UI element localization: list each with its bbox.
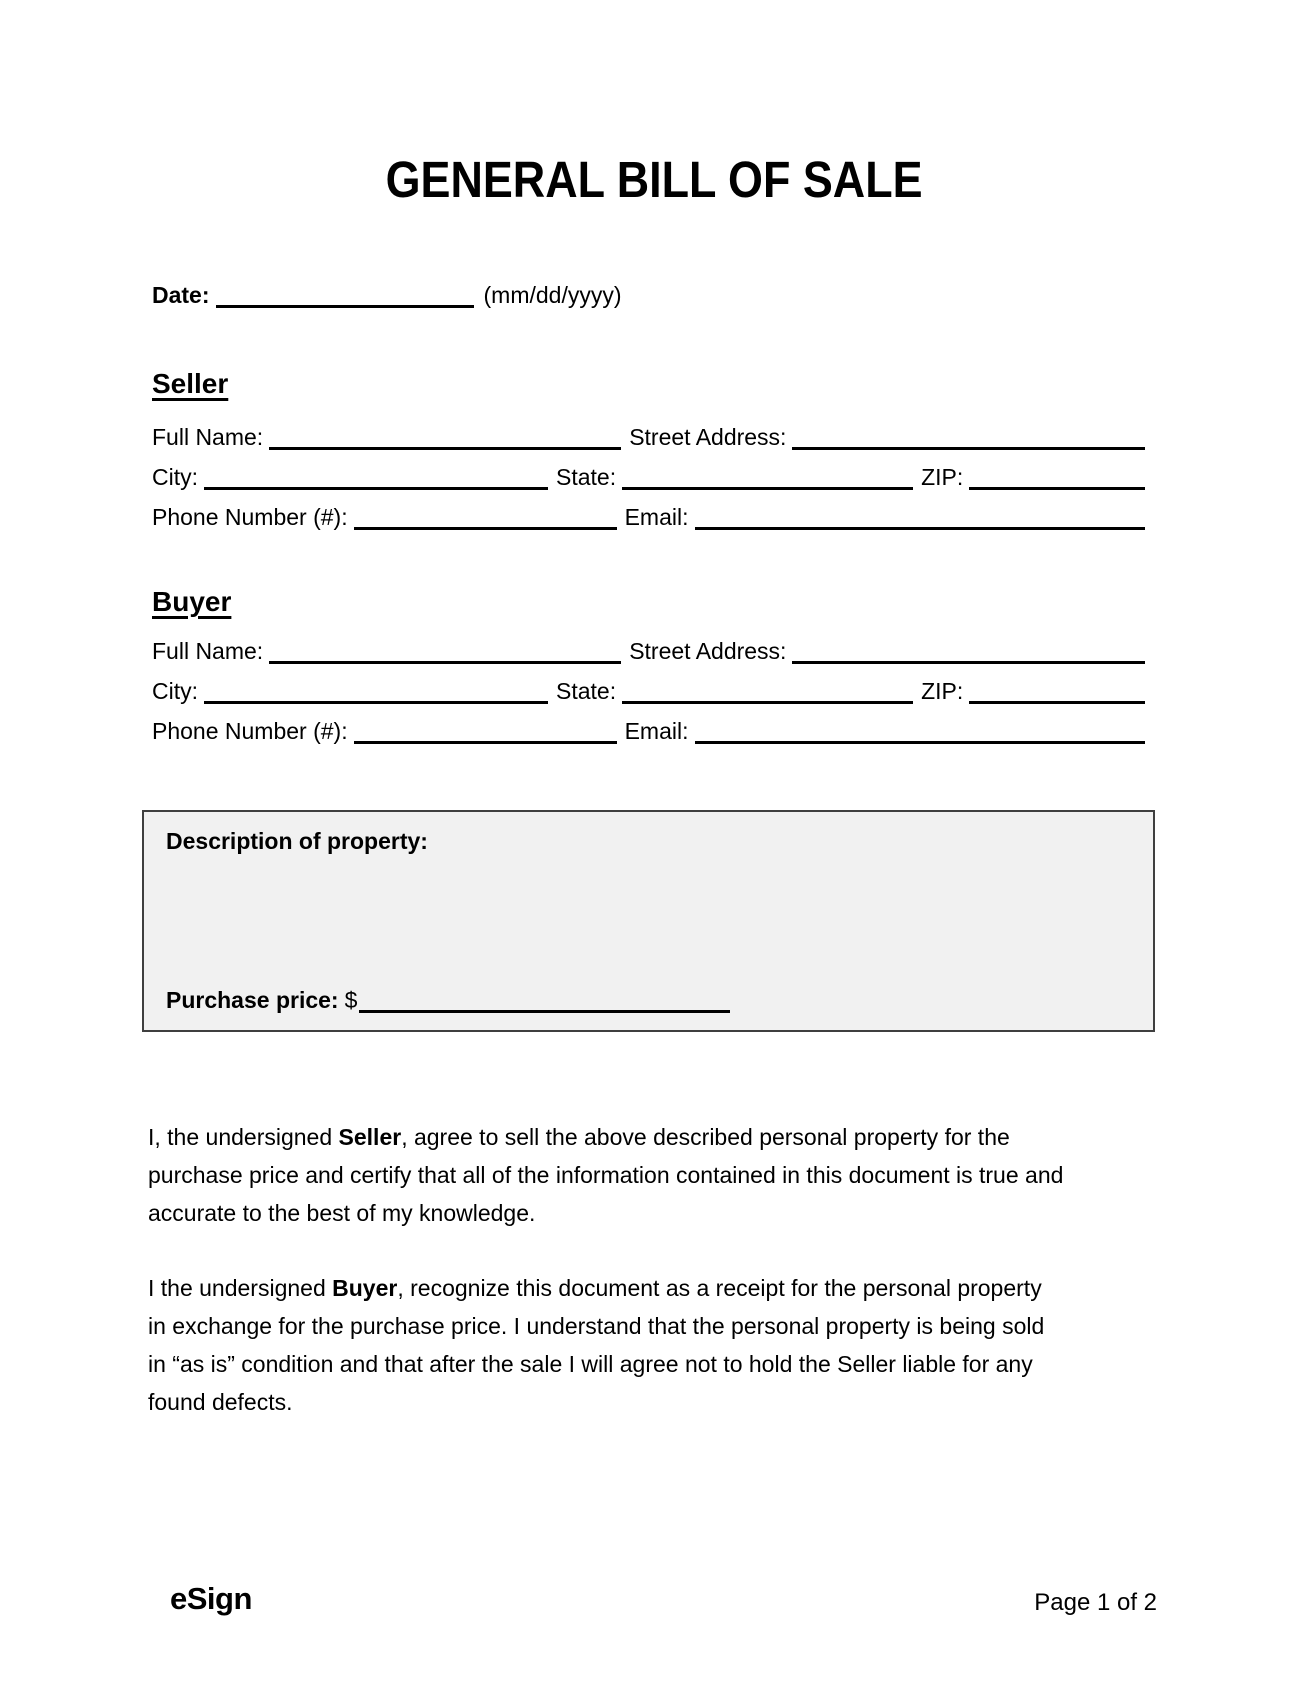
description-of-property-field[interactable] bbox=[146, 870, 1151, 972]
buyer-full-name-label: Full Name: bbox=[152, 638, 264, 664]
buyer-section-heading: Buyer bbox=[152, 586, 232, 617]
buyer-street-address-field[interactable] bbox=[792, 651, 1145, 664]
buyer-state-field[interactable] bbox=[622, 691, 913, 704]
date-format-hint: (mm/dd/yyyy) bbox=[483, 282, 622, 308]
buyer-state-label: State: bbox=[556, 678, 617, 704]
seller-email-label: Email: bbox=[624, 504, 689, 530]
seller-phone-field[interactable] bbox=[354, 517, 617, 530]
seller-paragraph-pre: I, the undersigned bbox=[148, 1124, 339, 1150]
seller-section-heading: Seller bbox=[152, 368, 229, 399]
buyer-agreement-paragraph bbox=[148, 1269, 1064, 1421]
purchase-price-field[interactable] bbox=[359, 1000, 730, 1013]
seller-phone-email-row bbox=[152, 504, 1145, 531]
buyer-phone-label: Phone Number (#): bbox=[152, 718, 348, 744]
date-field[interactable] bbox=[216, 295, 474, 308]
esign-logo: eSign bbox=[170, 1581, 252, 1616]
buyer-full-name-field[interactable] bbox=[269, 651, 621, 664]
date-label: Date: bbox=[152, 282, 210, 308]
seller-city-field[interactable] bbox=[204, 477, 548, 490]
buyer-paragraph-bold: Buyer bbox=[332, 1275, 398, 1301]
seller-email-field[interactable] bbox=[695, 517, 1146, 530]
buyer-email-label: Email: bbox=[624, 718, 689, 744]
purchase-price-label: Purchase price: bbox=[166, 987, 339, 1013]
buyer-city-label: City: bbox=[152, 678, 198, 704]
seller-city-label: City: bbox=[152, 464, 198, 490]
seller-paragraph-bold: Seller bbox=[338, 1124, 402, 1150]
buyer-zip-label: ZIP: bbox=[921, 678, 964, 704]
seller-phone-label: Phone Number (#): bbox=[152, 504, 348, 530]
buyer-paragraph-pre: I the undersigned bbox=[148, 1275, 333, 1301]
buyer-phone-email-row bbox=[152, 718, 1145, 745]
dollar-sign: $ bbox=[344, 987, 358, 1013]
buyer-city-field[interactable] bbox=[204, 691, 548, 704]
seller-street-address-label: Street Address: bbox=[629, 424, 787, 450]
page-title bbox=[0, 150, 1308, 209]
buyer-city-state-zip-row bbox=[152, 678, 1145, 705]
page-number: Page 1 of 2 bbox=[1034, 1589, 1157, 1616]
seller-street-address-field[interactable] bbox=[792, 437, 1145, 450]
seller-name-address-row bbox=[152, 424, 1145, 451]
seller-agreement-paragraph bbox=[148, 1118, 1064, 1232]
buyer-name-address-row bbox=[152, 638, 1145, 665]
seller-city-state-zip-row bbox=[152, 464, 1145, 491]
purchase-price-row bbox=[166, 987, 730, 1014]
seller-state-label: State: bbox=[556, 464, 617, 490]
page-title-text: GENERAL BILL OF SALE bbox=[385, 151, 923, 208]
seller-full-name-field[interactable] bbox=[269, 437, 621, 450]
buyer-zip-field[interactable] bbox=[969, 691, 1145, 704]
buyer-email-field[interactable] bbox=[695, 731, 1146, 744]
seller-paragraph-post: , agree to sell the above described personal property for the purchase price and certify that all of the information contained in this document is true and accurate to the best of my knowledge. bbox=[148, 1124, 1064, 1226]
description-of-property-label: Description of property: bbox=[166, 828, 428, 854]
buyer-phone-field[interactable] bbox=[354, 731, 617, 744]
seller-full-name-label: Full Name: bbox=[152, 424, 264, 450]
seller-zip-field[interactable] bbox=[969, 477, 1145, 490]
date-row bbox=[152, 282, 1145, 309]
buyer-street-address-label: Street Address: bbox=[629, 638, 787, 664]
buyer-paragraph-post: , recognize this document as a receipt for the personal property in exchange for the purchase price. I understand that the personal property is being sold in “as is” condition and that after the sale I will agree not to hold the Seller liable for any found defects. bbox=[148, 1275, 1045, 1415]
seller-zip-label: ZIP: bbox=[921, 464, 964, 490]
seller-state-field[interactable] bbox=[622, 477, 913, 490]
property-description-box bbox=[142, 810, 1155, 1032]
